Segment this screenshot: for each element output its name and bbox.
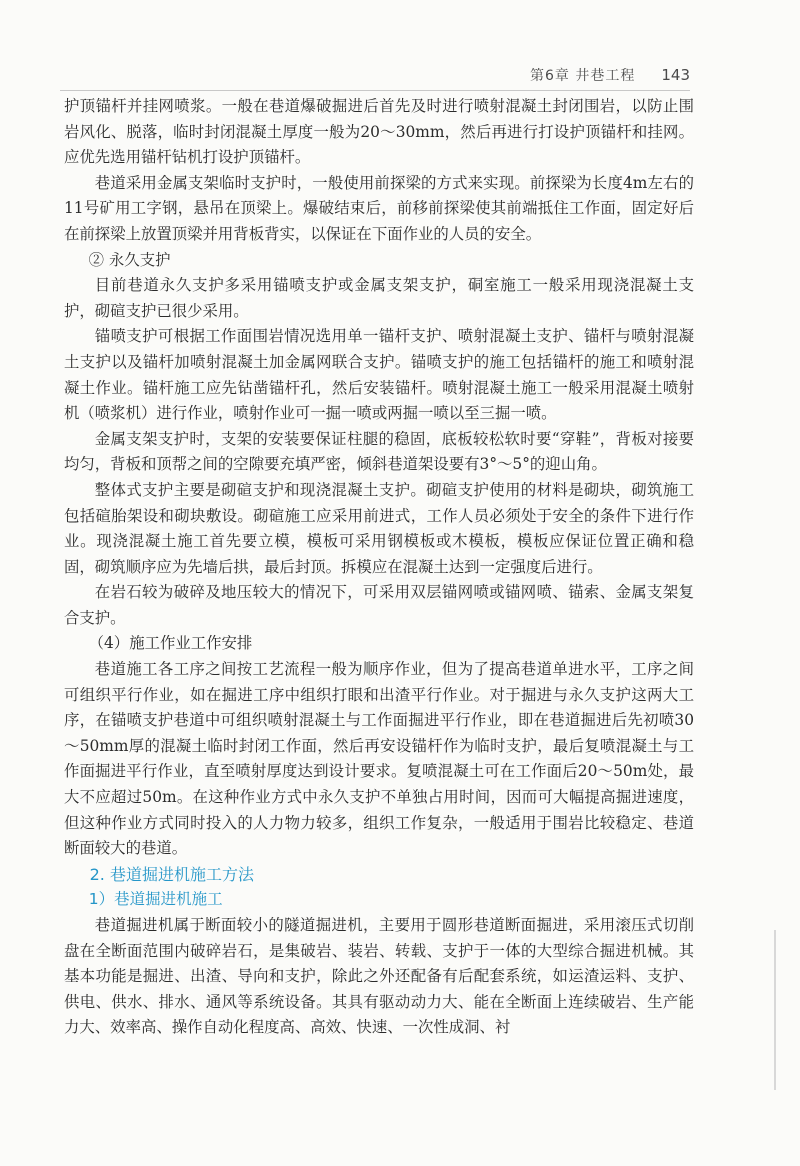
section-heading-tbm-method: 2. 巷道掘进机施工方法 [89, 864, 254, 884]
subheading-permanent-support: ② 永久支护 [88, 250, 171, 269]
page-edge-line [774, 930, 776, 1090]
paragraph-permanent-support: 目前巷道永久支护多采用锚喷支护或金属支架支护，硐室施工一般采用现浇混凝土支护，砌碹支护已很少采用。 [64, 276, 694, 320]
paragraph-bolt-shotcrete: 锚喷支护可根据工作面围岩情况选用单一锚杆支护、喷射混凝土支护、锚杆与喷射混凝土支护以及锚杆加喷射混凝土加金属网联合支护。锚喷支护的施工包括锚杆的施工和喷射混凝土作业。锚杆施工应先钻凿锚杆孔，然后安装锚杆。喷射混凝土施工一般采用混凝土喷射机（喷浆机）进行作业，喷射作业可一掘一喷或两掘一喷以至三掘一喷。 [64, 327, 694, 423]
paragraph-anchor-bolts: 护顶锚杆并挂网喷浆。一般在巷道爆破掘进后首先及时进行喷射混凝土封闭围岩，以防止围岩风化、脱落，临时封闭混凝土厚度一般为20～30mm，然后再进行打设护顶锚杆和挂网。应优先选用锚杆钻机打设护顶锚杆。 [64, 97, 694, 167]
paragraph-tbm: 巷道掘进机属于断面较小的隧道掘进机，主要用于圆形巷道断面掘进，采用滚压式切削盘在全断面范围内破碎岩石，是集破岩、装岩、转载、支护于一体的大型综合掘进机械。其基本功能是掘进、出渣、导向和支护，除此之外还配备有后配套系统，如运渣运料、支护、供电、供水、排水、通风等系统设备。其具有驱动动力大、能在全断面上连续破岩、生产能力大、效率高、操作自动化程度高、高效、快速、一次性成洞、衬 [64, 916, 694, 1037]
header-divider [60, 90, 690, 91]
subsection-heading-tbm: 1）巷道掘进机施工 [88, 890, 223, 909]
paragraph-work-arrangement: 巷道施工各工序之间按工艺流程一般为顺序作业，但为了提高巷道单进水平，工序之间可组织平行作业，如在掘进工序中组织打眼和出渣平行作业。对于掘进与永久支护这两大工序，在锚喷支护巷道中可组织喷射混凝土与工作面掘进平行作业，即在巷道掘进后先初喷30～50mm厚的混凝土临时封闭工作面，然后再安设锚杆作为临时支护，最后复喷混凝土与工作面掘进平行作业，直至喷射厚度达到设计要求。复喷混凝土可在工作面后20～50m处，最大不应超过50m。在这种作业方式中永久支护不单独占用时间，因而可大幅提高掘进速度，但这种作业方式同时投入的人力物力较多，组织工作复杂，一般适用于围岩比较稳定、巷道断面较大的巷道。 [64, 660, 694, 858]
paragraph-integral-support: 整体式支护主要是砌碹支护和现浇混凝土支护。砌碹支护使用的材料是砌块，砌筑施工包括碹胎架设和砌块敷设。砌碹施工应采用前进式，工作人员必须处于安全的条件下进行作业。现浇混凝土施工首先要立模，模板可采用钢模板或木模板，模板应保证位置正确和稳固，砌筑顺序应为先墙后拱，最后封顶。拆模应在混凝土达到一定强度后进行。 [64, 480, 694, 576]
page-number: 143 [661, 66, 690, 84]
paragraph-metal-support: 金属支架支护时，支架的安装要保证柱腿的稳固，底板较松软时要“穿鞋”，背板对接要均匀，背板和顶帮之间的空隙要充填严密，倾斜巷道架设要有3°～5°的迎山角。 [64, 429, 694, 474]
chapter-title: 第6章 井巷工程 [530, 68, 636, 84]
paragraph-composite-support: 在岩石较为破碎及地压较大的情况下，可采用双层锚网喷或锚网喷、锚索、金属支架复合支护。 [64, 583, 694, 627]
subheading-work-arrangement: （4）施工作业工作安排 [88, 634, 253, 653]
paragraph-temporary-support: 巷道采用金属支架临时支护时，一般使用前探梁的方式来实现。前探梁为长度4m左右的11号矿用工字钢，悬吊在顶梁上。爆破结束后，前移前探梁使其前端抵住工作面，固定好后在前探梁上放置顶梁并用背板背实，以保证在下面作业的人员的安全。 [64, 173, 694, 243]
page-body [64, 94, 694, 1041]
running-header [60, 62, 690, 88]
